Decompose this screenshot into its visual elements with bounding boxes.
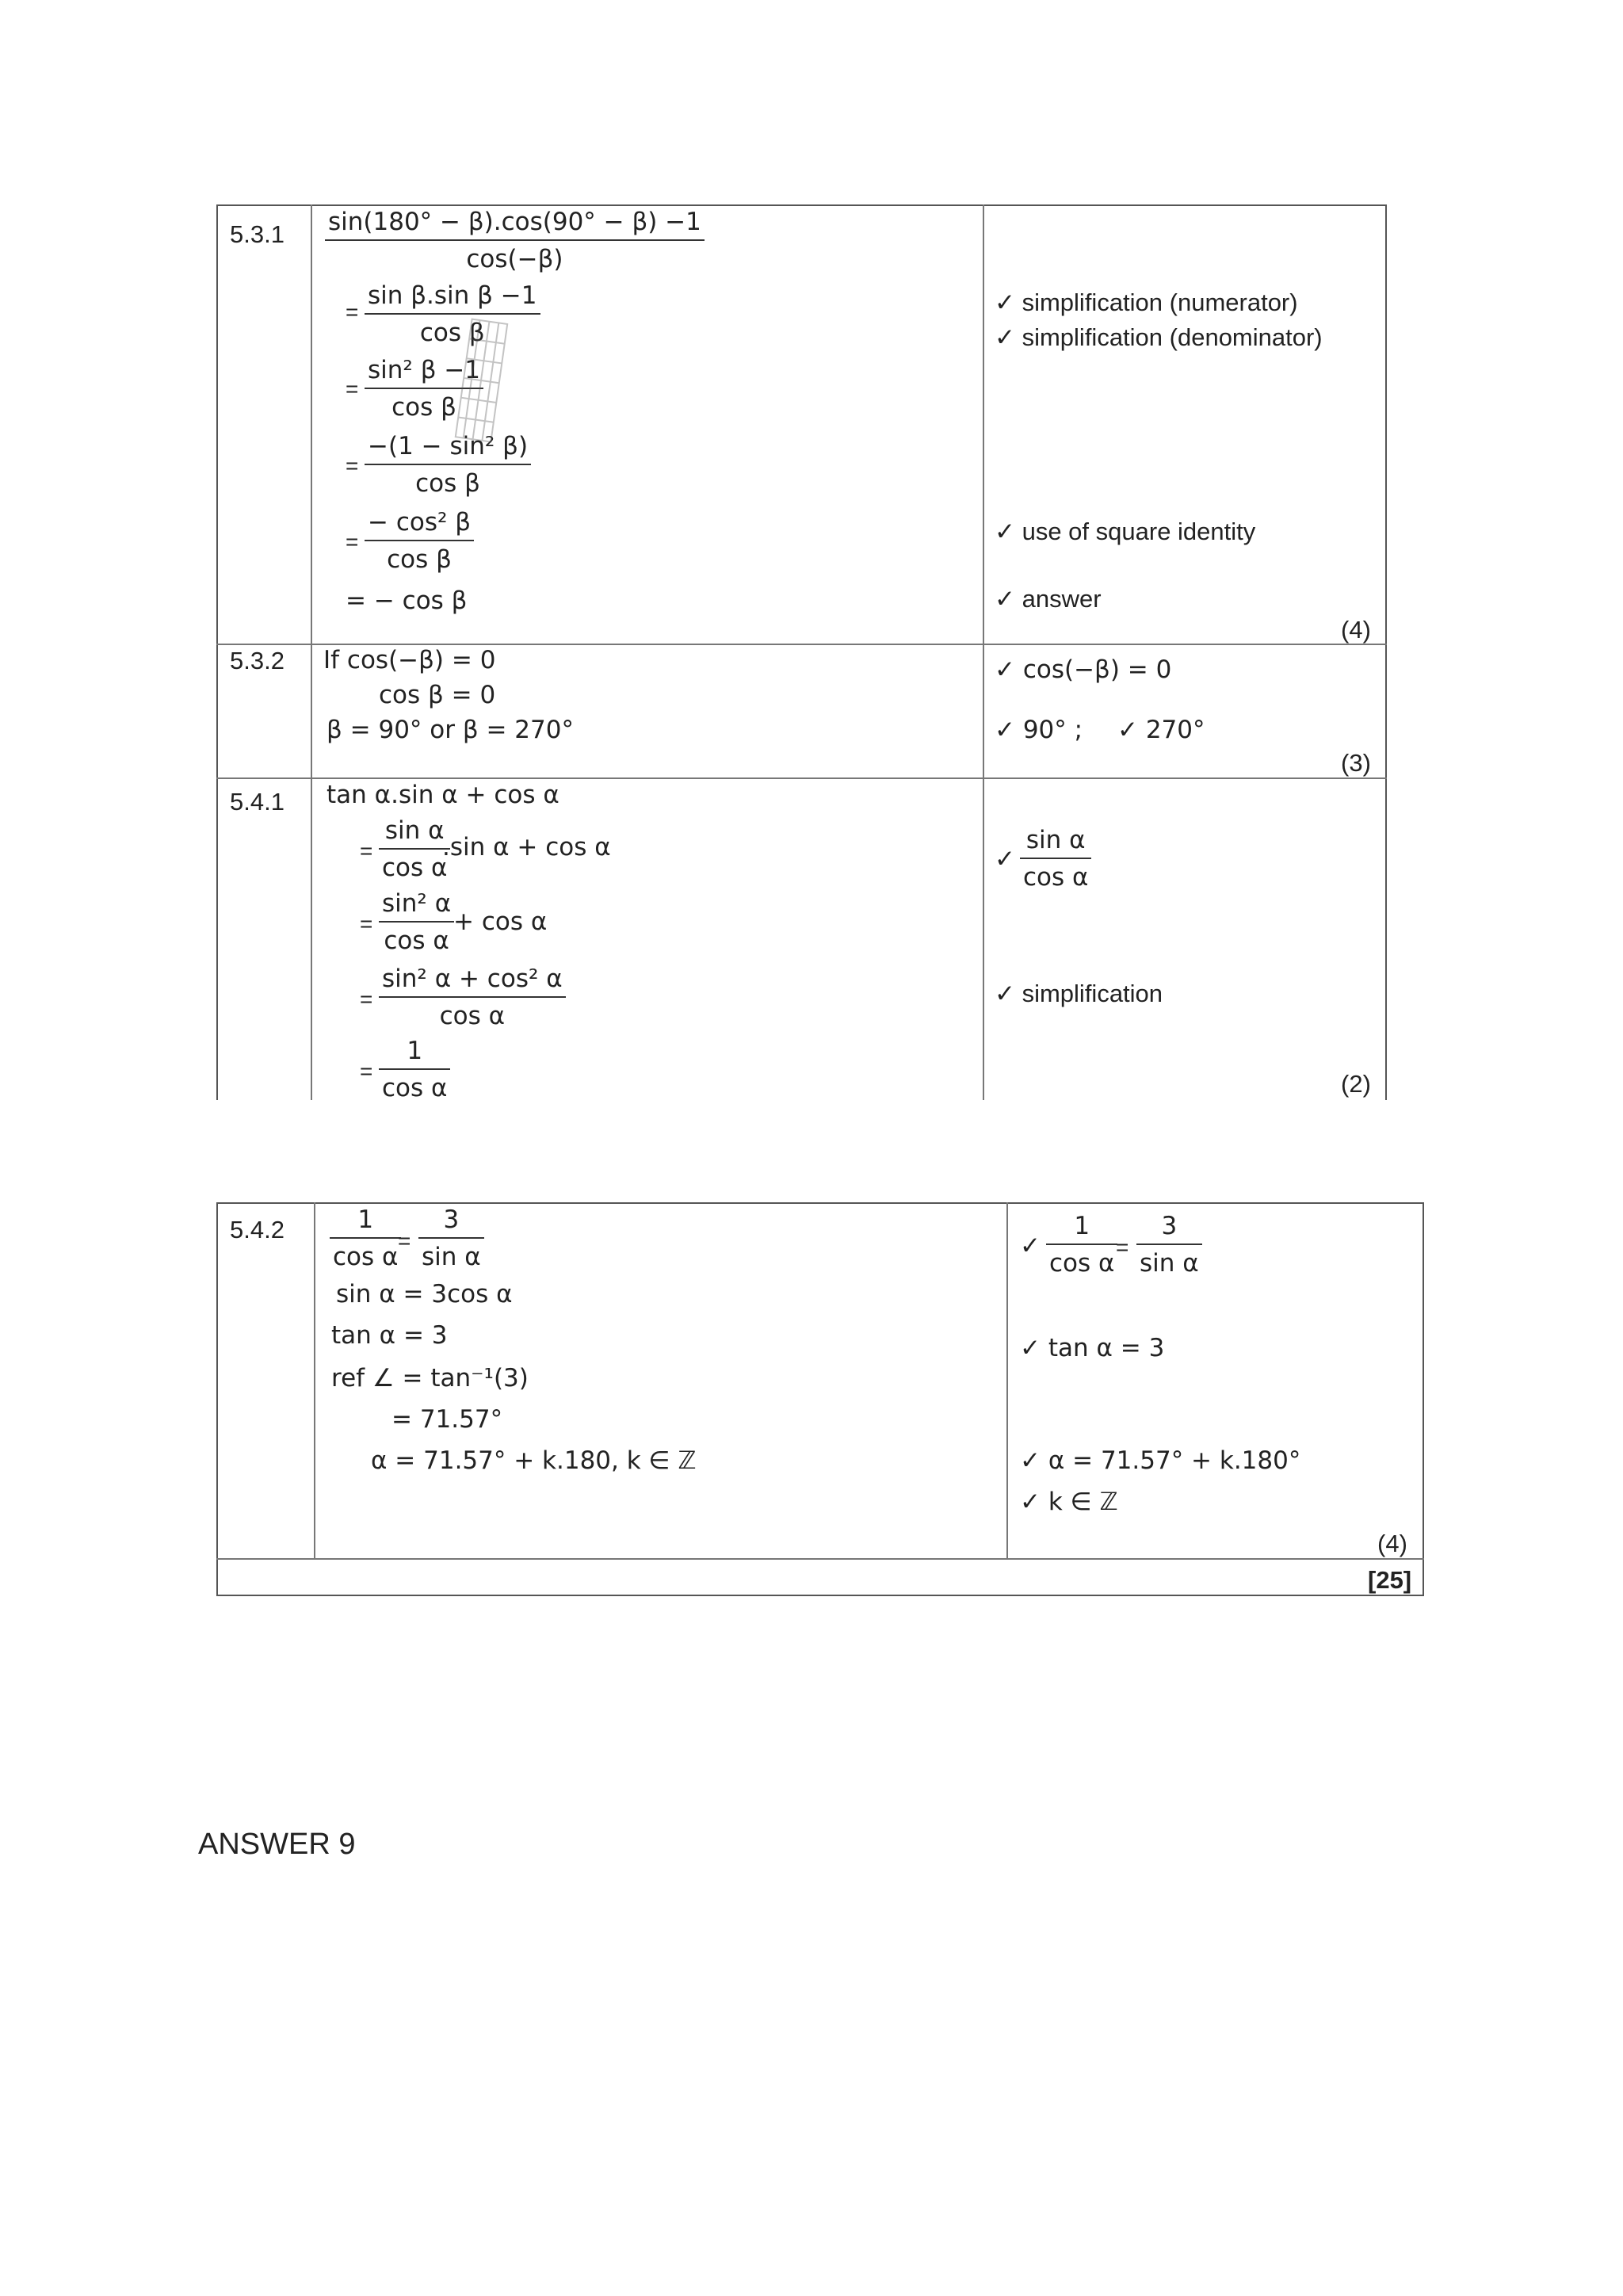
equals-sign: =: [398, 1228, 411, 1253]
mark-square-identity: ✓ use of square identity: [995, 518, 1256, 545]
fraction-sum-squares: [379, 967, 566, 1029]
denominator: cos β: [419, 319, 485, 347]
working-line: cos β = 0: [379, 681, 496, 709]
grand-total: [25]: [1368, 1566, 1412, 1594]
numerator: sin(180° − β).cos(90° − β) −1: [325, 210, 705, 241]
watermark-tower-icon: [448, 313, 515, 448]
mark-cos-zero: ✓ cos(−β) = 0: [995, 655, 1172, 684]
numerator: sin α: [379, 819, 450, 850]
equals-sign: =: [346, 300, 359, 324]
question-number: 5.3.1: [230, 220, 285, 248]
denominator: cos α: [333, 1243, 399, 1271]
mark-simplification-denominator: ✓ simplification (denominator): [995, 323, 1323, 351]
working-suffix: + cos α: [453, 907, 548, 936]
numerator: 3: [418, 1208, 484, 1239]
mark-fraction-right: [1136, 1214, 1202, 1276]
row-mark-total: (2): [1341, 1070, 1371, 1098]
mark-answer: ✓ answer: [995, 585, 1102, 613]
fraction-tan-expansion: [379, 816, 450, 882]
numerator: sin² β −1: [365, 358, 483, 389]
row-mark-total: (3): [1341, 749, 1371, 777]
numerator: −(1 − sin² β): [365, 434, 531, 465]
denominator: sin α: [1140, 1249, 1199, 1278]
check-mark: ✓: [995, 845, 1015, 873]
working-line: If cos(−β) = 0: [323, 646, 496, 674]
mark-k-integer: ✓ k ∈ ℤ: [1020, 1488, 1118, 1516]
mark-simplification: ✓ simplification: [995, 980, 1163, 1007]
denominator: cos β: [391, 393, 456, 422]
equals-sign: =: [360, 987, 373, 1011]
question-number: 5.3.2: [230, 647, 285, 674]
mark-270-degrees: ✓ 270°: [1117, 716, 1205, 744]
denominator: cos α: [382, 1074, 448, 1102]
check-mark: ✓: [1020, 1232, 1041, 1259]
numerator: − cos² β: [365, 510, 474, 541]
denominator: cos β: [415, 469, 480, 498]
question-number: 5.4.1: [230, 788, 285, 816]
denominator: sin α: [422, 1243, 481, 1271]
mark-simplification-numerator: ✓ simplification (numerator): [995, 288, 1298, 316]
equals-sign: =: [360, 911, 373, 936]
numerator: sin² α + cos² α: [379, 967, 566, 998]
working-line: tan α = 3: [331, 1321, 448, 1350]
equals-sign: =: [346, 376, 359, 401]
table2-col-divider-1: [314, 1202, 315, 1559]
mark-general-solution: ✓ α = 71.57° + k.180°: [1020, 1446, 1301, 1475]
table1-row-divider-1: [216, 644, 1387, 645]
answer-heading: ANSWER 9: [198, 1828, 356, 1861]
denominator: cos α: [1049, 1249, 1115, 1278]
denominator: cos β: [387, 545, 452, 574]
table2-total-row-divider: [216, 1558, 1424, 1560]
equals-sign: =: [346, 453, 359, 478]
working-suffix: .sin α + cos α: [442, 833, 611, 861]
fraction-sin-squared: [379, 889, 454, 955]
numerator: 3: [1136, 1214, 1202, 1245]
numerator: sin β.sin β −1: [365, 284, 540, 315]
working-line: sin α = 3cos α: [336, 1280, 513, 1308]
working-line: ref ∠ = tan⁻¹(3): [331, 1364, 529, 1392]
row-mark-total: (4): [1341, 616, 1371, 644]
table1-col-divider-2: [983, 204, 984, 1100]
row-mark-total: (4): [1377, 1530, 1407, 1557]
equals-sign: =: [1116, 1235, 1129, 1259]
working-line: = 71.57°: [391, 1405, 503, 1434]
numerator: 1: [379, 1039, 450, 1070]
fraction-left: [330, 1205, 401, 1271]
fraction-right: [418, 1205, 484, 1271]
mark-sin-over-cos: [1020, 828, 1091, 890]
working-line: α = 71.57° + k.180, k ∈ ℤ: [371, 1446, 697, 1475]
question-number: 5.4.2: [230, 1216, 285, 1244]
denominator: cos α: [382, 854, 448, 882]
equals-sign: =: [346, 529, 359, 554]
working-line: β = 90° or β = 270°: [327, 716, 574, 744]
table1-row-divider-2: [216, 777, 1387, 779]
mark-tan-equals-3: ✓ tan α = 3: [1020, 1334, 1165, 1362]
denominator: cos α: [1023, 863, 1089, 892]
table2-col-divider-2: [1006, 1202, 1008, 1559]
denominator: cos α: [384, 926, 449, 955]
denominator: cos(−β): [466, 245, 563, 273]
mark-90-degrees: ✓ 90° ;: [995, 716, 1083, 744]
working-line: tan α.sin α + cos α: [327, 781, 559, 809]
equals-sign: =: [360, 839, 373, 863]
fraction-step-5: [365, 510, 474, 572]
mark-fraction-left: [1046, 1214, 1117, 1276]
fraction-step-1: [325, 210, 705, 272]
numerator: sin α: [1020, 828, 1091, 859]
fraction-one-over-cos: [379, 1039, 450, 1101]
numerator: sin² α: [379, 892, 454, 923]
equals-sign: =: [360, 1059, 373, 1083]
numerator: 1: [1046, 1214, 1117, 1245]
final-answer: = − cos β: [346, 586, 468, 615]
denominator: cos α: [439, 1002, 506, 1030]
table1-col-divider-1: [311, 204, 312, 1100]
numerator: 1: [330, 1208, 401, 1239]
